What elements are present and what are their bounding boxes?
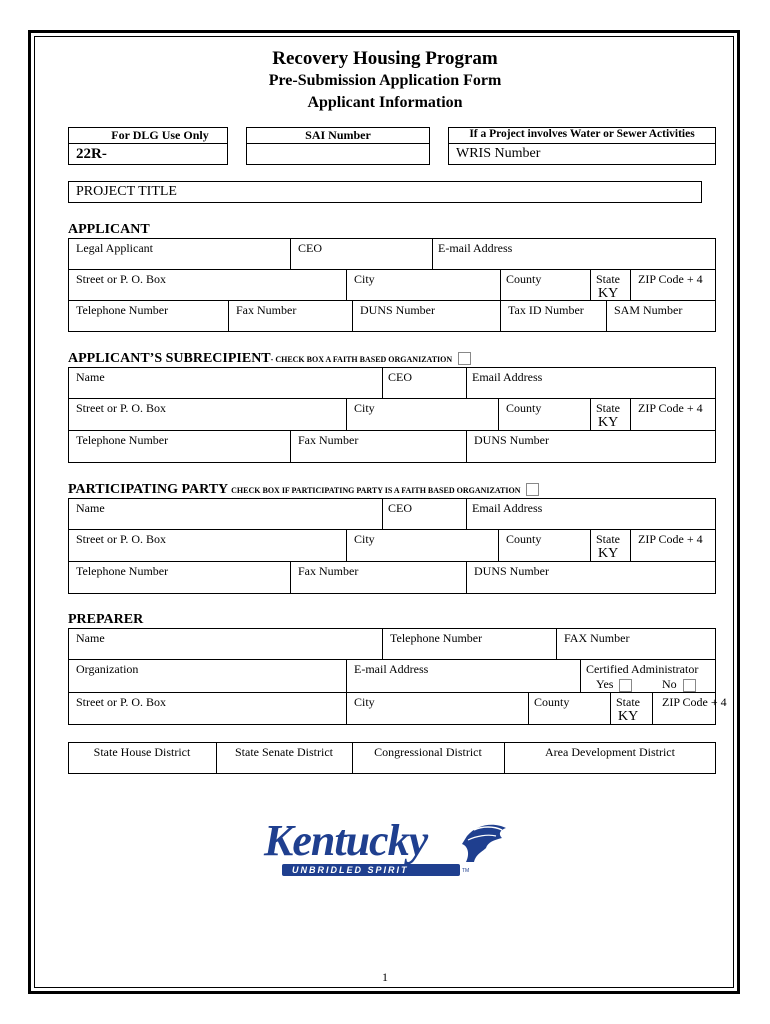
- col-divider: [382, 367, 383, 398]
- form-title: Recovery Housing Program: [272, 48, 498, 69]
- street-label: Street or P. O. Box: [76, 272, 166, 286]
- col-divider: [528, 692, 529, 725]
- telephone-label: Telephone Number: [76, 433, 169, 447]
- col-divider: [290, 238, 291, 269]
- sai-label: SAI Number: [305, 128, 371, 142]
- county-label: County: [506, 272, 542, 286]
- wris-label: WRIS Number: [456, 146, 541, 161]
- sai-number-field[interactable]: [246, 143, 430, 165]
- col-divider: [580, 659, 581, 692]
- ceo-label: CEO: [388, 501, 412, 515]
- participating-heading-text: PARTICIPATING PARTY: [68, 482, 228, 497]
- street-label: Street or P. O. Box: [76, 695, 166, 709]
- page-number: 1: [382, 970, 388, 984]
- certified-admin-label: Certified Administrator: [586, 662, 699, 676]
- col-divider: [346, 269, 347, 300]
- email-label: E-mail Address: [354, 662, 429, 676]
- legal-applicant-label: Legal Applicant: [76, 241, 153, 255]
- dlg-value: 22R-: [76, 146, 107, 162]
- taxid-label: Tax ID Number: [508, 303, 584, 317]
- zip-label: ZIP Code + 4: [638, 272, 703, 286]
- congressional-district-label: Congressional District: [374, 745, 482, 759]
- county-label: County: [506, 401, 542, 415]
- col-divider: [498, 529, 499, 561]
- city-label: City: [354, 401, 375, 415]
- duns-label: DUNS Number: [360, 303, 435, 317]
- faith-based-checkbox[interactable]: [458, 352, 471, 365]
- kentucky-logo: [262, 818, 512, 882]
- state-value: KY: [598, 286, 619, 301]
- faith-based-checkbox[interactable]: [526, 483, 539, 496]
- telephone-label: Telephone Number: [76, 303, 169, 317]
- row-divider: [68, 692, 716, 693]
- state-label: State: [616, 695, 640, 709]
- name-label: Name: [76, 501, 105, 515]
- col-divider: [630, 269, 631, 300]
- state-senate-district-label: State Senate District: [235, 745, 333, 759]
- telephone-label: Telephone Number: [76, 564, 169, 578]
- state-label: State: [596, 401, 620, 415]
- city-label: City: [354, 532, 375, 546]
- organization-label: Organization: [76, 662, 139, 676]
- ceo-label: CEO: [298, 241, 322, 255]
- col-divider: [630, 529, 631, 561]
- col-divider: [500, 269, 501, 300]
- zip-label: ZIP Code + 4: [638, 401, 703, 415]
- participating-heading: [68, 482, 539, 498]
- logo-tm: TM: [462, 868, 470, 874]
- row-divider: [68, 659, 716, 660]
- name-label: Name: [76, 370, 105, 384]
- state-value: KY: [598, 546, 619, 561]
- certified-no-checkbox[interactable]: [683, 679, 696, 692]
- subrecipient-heading-text: APPLICANT’S SUBRECIPIENT: [68, 351, 271, 366]
- applicant-heading: APPLICANT: [68, 222, 150, 237]
- certified-yes-option: [596, 677, 632, 692]
- col-divider: [610, 692, 611, 725]
- col-divider: [590, 398, 591, 430]
- certified-no-option: [662, 677, 696, 692]
- area-development-district-label: Area Development District: [545, 745, 675, 759]
- email-label: E-mail Address: [438, 241, 513, 255]
- county-label: County: [534, 695, 570, 709]
- col-divider: [466, 498, 467, 529]
- col-divider: [590, 529, 591, 561]
- participating-note: CHECK BOX IF PARTICIPATING PARTY IS A FAITH BASED ORGANIZATION: [231, 486, 521, 495]
- duns-label: DUNS Number: [474, 433, 549, 447]
- col-divider: [382, 498, 383, 529]
- row-divider: [68, 398, 716, 399]
- city-label: City: [354, 272, 375, 286]
- state-house-district-label: State House District: [93, 745, 191, 759]
- row-divider: [68, 269, 716, 270]
- state-value: KY: [598, 415, 619, 430]
- telephone-label: Telephone Number: [390, 631, 483, 645]
- state-label: State: [596, 272, 620, 286]
- row-divider: [68, 430, 716, 431]
- col-divider: [346, 659, 347, 692]
- col-divider: [290, 430, 291, 463]
- row-divider: [68, 529, 716, 530]
- col-divider: [346, 529, 347, 561]
- fax-label: Fax Number: [298, 433, 359, 447]
- street-label: Street or P. O. Box: [76, 532, 166, 546]
- email-label: Email Address: [472, 370, 543, 384]
- form-section-title: Applicant Information: [307, 94, 463, 111]
- col-divider: [382, 628, 383, 659]
- row-divider: [68, 561, 716, 562]
- col-divider: [466, 561, 467, 594]
- col-divider: [606, 300, 607, 332]
- fax-label: FAX Number: [564, 631, 630, 645]
- logo-wordmark: Kentucky: [264, 816, 428, 865]
- preparer-heading: PREPARER: [68, 612, 144, 627]
- logo-tagline: UNBRIDLED SPIRIT: [292, 865, 409, 875]
- col-divider: [346, 398, 347, 430]
- subrecipient-note: - CHECK BOX A FAITH BASED ORGANIZATION: [270, 355, 453, 364]
- col-divider: [590, 269, 591, 300]
- subrecipient-heading: [68, 351, 471, 367]
- zip-label: ZIP Code + 4: [638, 532, 703, 546]
- zip-label: ZIP Code + 4: [662, 695, 727, 709]
- no-label: No: [662, 677, 677, 691]
- col-divider: [498, 398, 499, 430]
- col-divider: [432, 238, 433, 269]
- col-divider: [346, 692, 347, 725]
- project-title-label: PROJECT TITLE: [76, 184, 177, 199]
- col-divider: [630, 398, 631, 430]
- city-label: City: [354, 695, 375, 709]
- state-label: State: [596, 532, 620, 546]
- certified-yes-checkbox[interactable]: [619, 679, 632, 692]
- col-divider: [652, 692, 653, 725]
- col-divider: [556, 628, 557, 659]
- ceo-label: CEO: [388, 370, 412, 384]
- sam-label: SAM Number: [614, 303, 683, 317]
- water-label: If a Project involves Water or Sewer Activities: [469, 128, 695, 140]
- street-label: Street or P. O. Box: [76, 401, 166, 415]
- row-divider: [68, 300, 716, 301]
- state-value: KY: [618, 709, 639, 724]
- fax-label: Fax Number: [236, 303, 297, 317]
- col-divider: [466, 367, 467, 398]
- county-label: County: [506, 532, 542, 546]
- fax-label: Fax Number: [298, 564, 359, 578]
- col-divider: [228, 300, 229, 332]
- col-divider: [352, 300, 353, 332]
- form-subtitle: Pre-Submission Application Form: [268, 72, 502, 89]
- name-label: Name: [76, 631, 105, 645]
- duns-label: DUNS Number: [474, 564, 549, 578]
- dlg-label: For DLG Use Only: [111, 128, 209, 142]
- col-divider: [290, 561, 291, 594]
- yes-label: Yes: [596, 677, 614, 691]
- col-divider: [466, 430, 467, 463]
- col-divider: [500, 300, 501, 332]
- email-label: Email Address: [472, 501, 543, 515]
